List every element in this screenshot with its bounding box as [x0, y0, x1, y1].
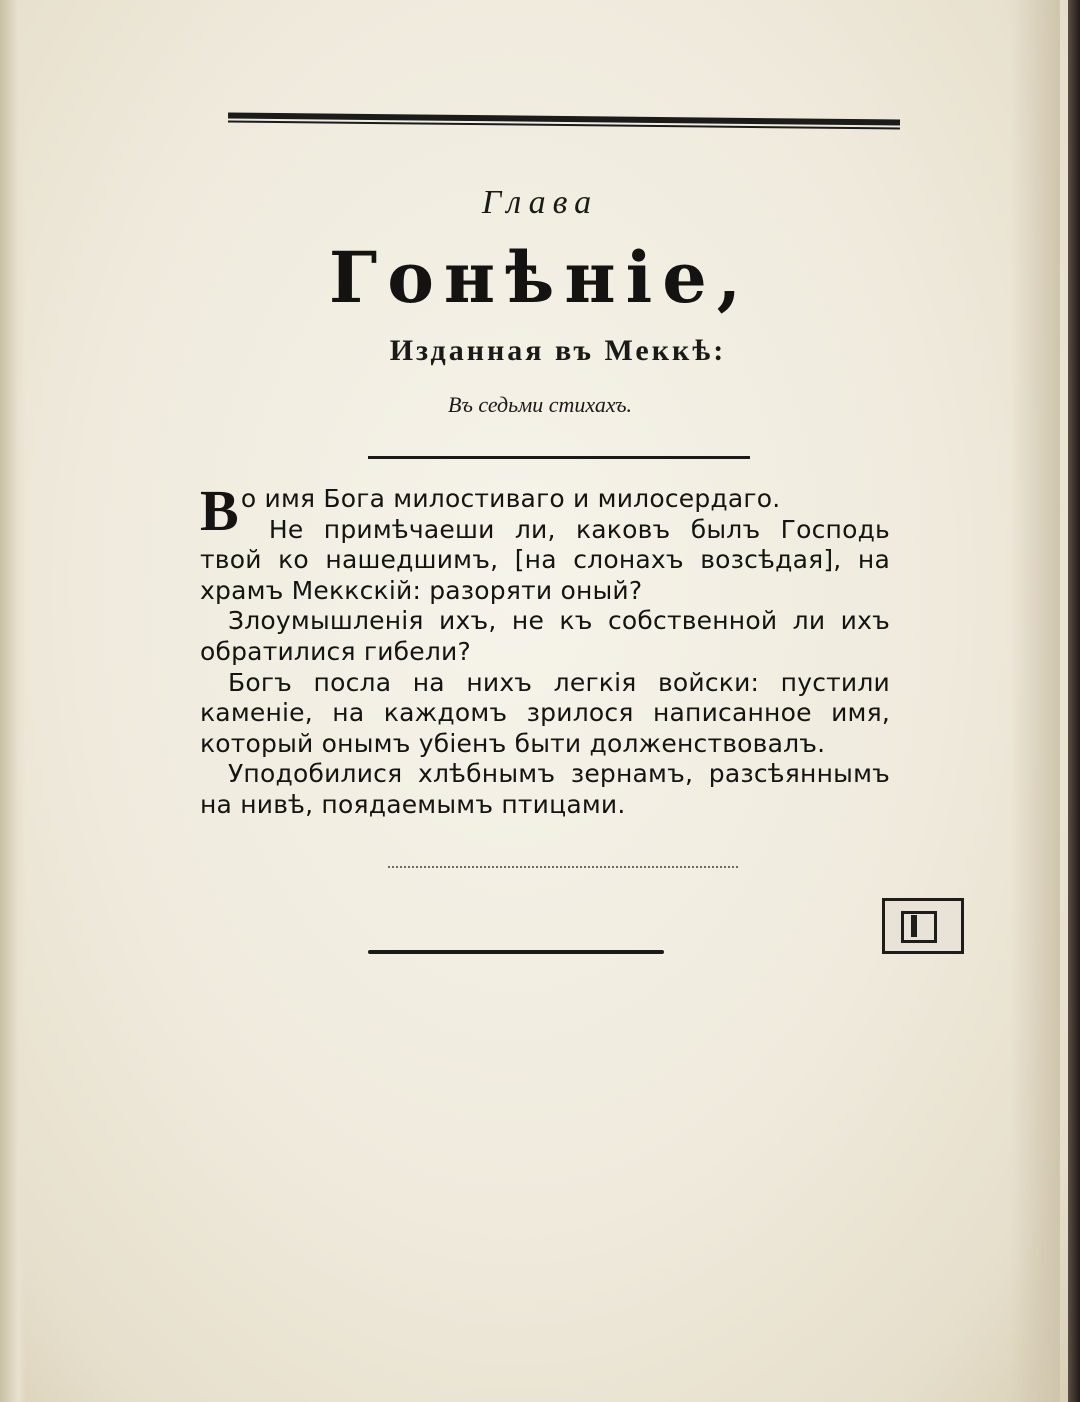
drop-cap: В — [200, 478, 239, 543]
dotted-ornament-rule — [388, 866, 738, 868]
book-binding-edge — [1068, 0, 1080, 1402]
verse-2: Не примѣчаеши ли, каковъ былъ Господь твой ко нашедшимъ, [на слонахъ возсѣдая], на храмъ Меккскій: разоряти оный? — [200, 514, 890, 605]
verse-1 — [200, 478, 890, 543]
top-double-rule — [228, 112, 900, 129]
verse-4: Богъ посла на нихъ легкія войски: пустили каменіе, на каждомъ зрилося написанное имя, который онымъ убіенъ быти долженствовалъ. — [200, 667, 890, 758]
verse-1-text: о имя Бога милостиваго и милосердаго. — [240, 484, 781, 513]
chapter-subtitle: Изданная въ Меккѣ: — [389, 334, 727, 367]
verse-3: Злоумышленія ихъ, не къ собственной ли ихъ обратилися гибели? — [200, 606, 890, 666]
verse-5: Уподобилися хлѣбнымъ зернамъ, разсѣяннымъ на нивѣ, поядаемымъ птицами. — [200, 759, 890, 819]
stamp-inner-frame — [901, 911, 937, 943]
chapter-title: Гонѣніе, — [328, 236, 752, 319]
separator-rule — [368, 456, 750, 459]
chapter-label: Глава — [481, 184, 599, 221]
library-stamp — [882, 898, 964, 954]
bottom-rule — [368, 950, 664, 954]
stamp-mark — [911, 915, 917, 937]
chapter-body — [200, 478, 890, 821]
verses-note: Въ седьми стихахъ. — [448, 392, 632, 417]
